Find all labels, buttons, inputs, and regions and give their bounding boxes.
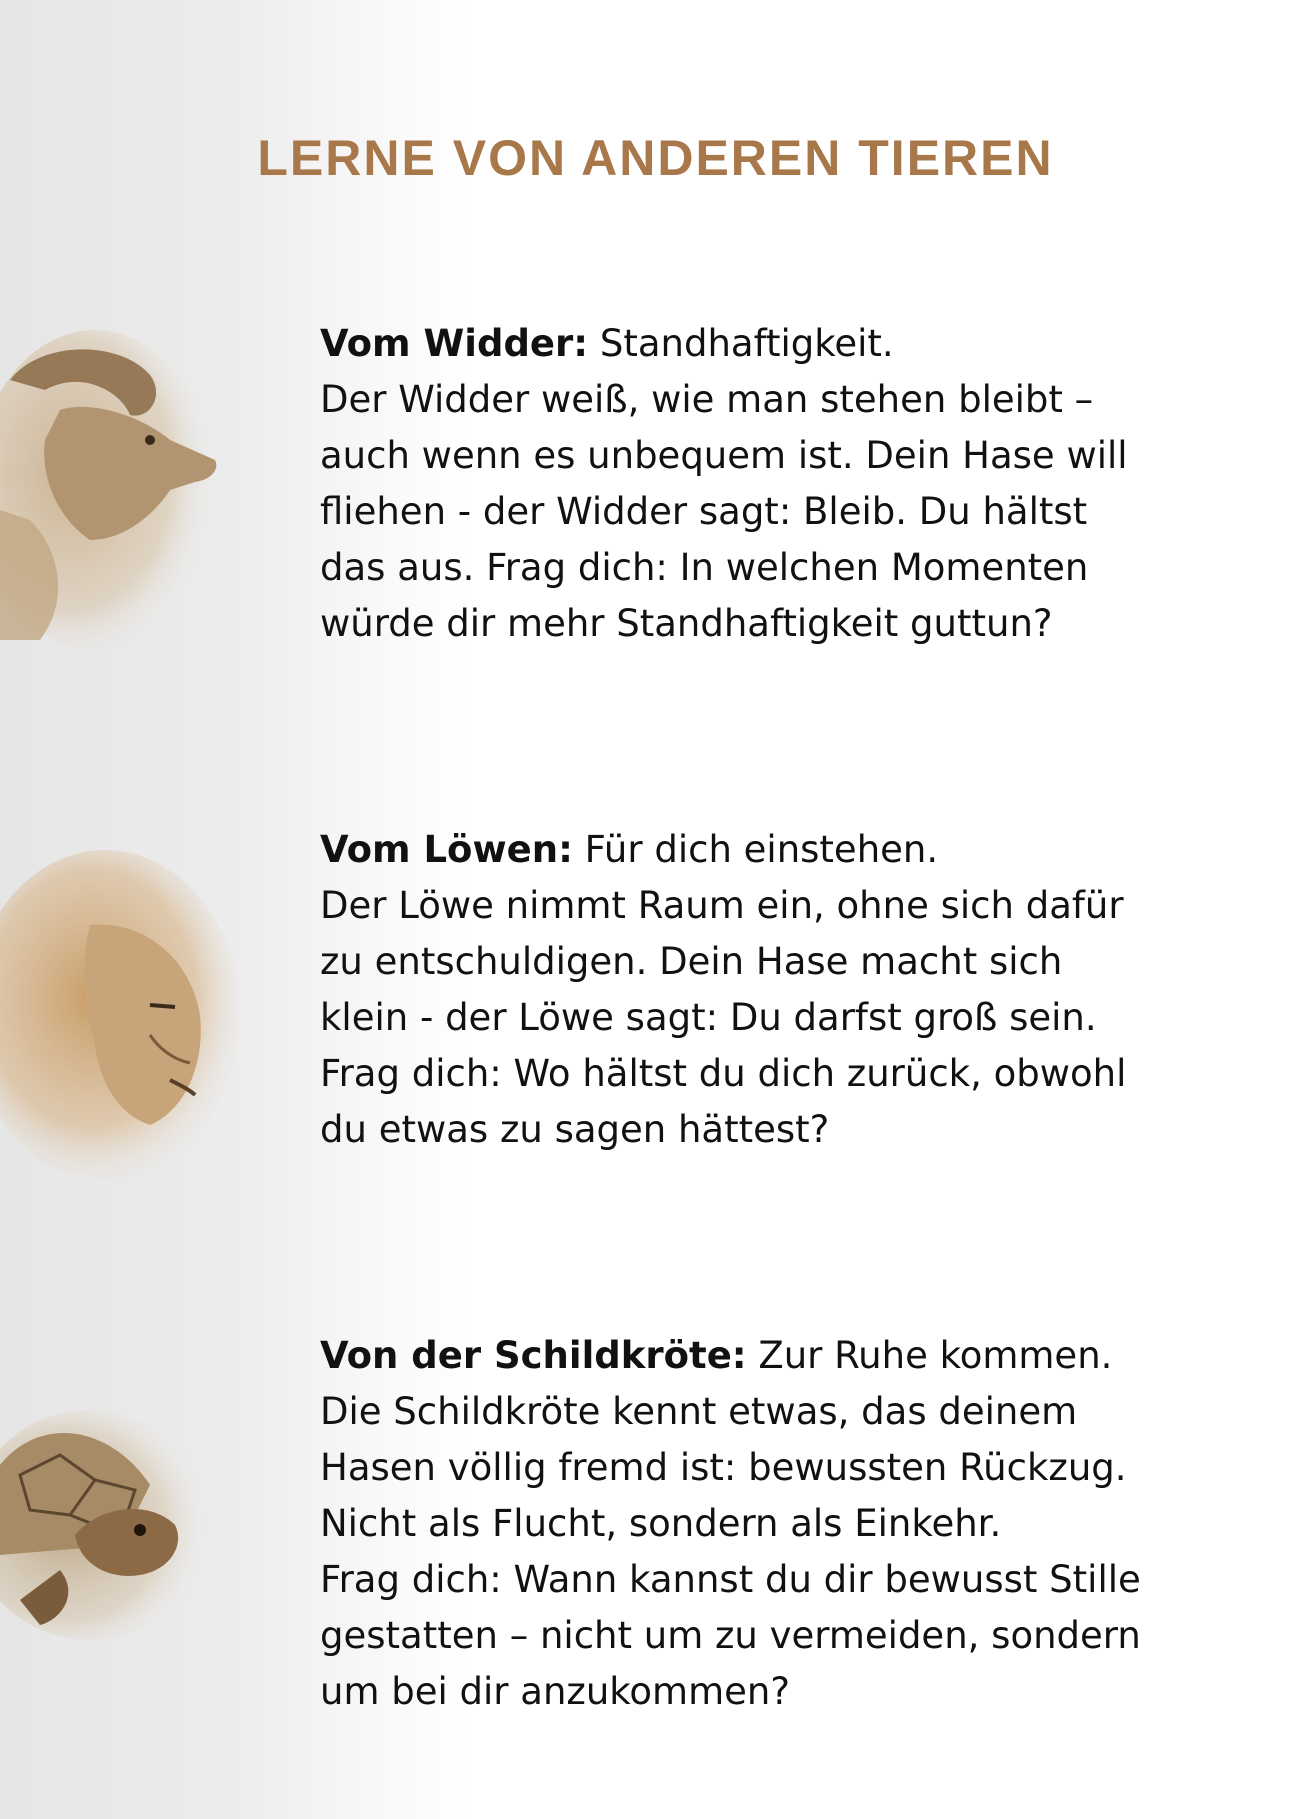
lion-icon bbox=[0, 845, 240, 1185]
section-lead: Vom Löwen: bbox=[320, 828, 573, 871]
section-topic: Standhaftigkeit. bbox=[588, 322, 894, 365]
body-line: Frag dich: Wo hältst du dich zurück, obwohl bbox=[320, 1052, 1127, 1095]
body-line: Der Widder weiß, wie man stehen bleibt – bbox=[320, 378, 1094, 421]
section-body bbox=[320, 1384, 1260, 1720]
section-heading bbox=[320, 316, 1260, 372]
body-line: fliehen - der Widder sagt: Bleib. Du hältst bbox=[320, 490, 1088, 533]
body-line: auch wenn es unbequem ist. Dein Hase will bbox=[320, 434, 1128, 477]
turtle-icon bbox=[0, 1395, 220, 1645]
body-line: um bei dir anzukommen? bbox=[320, 1670, 790, 1713]
body-line: Nicht als Flucht, sondern als Einkehr. bbox=[320, 1502, 1002, 1545]
body-line: gestatten – nicht um zu vermeiden, sondern bbox=[320, 1614, 1141, 1657]
body-line: zu entschuldigen. Dein Hase macht sich bbox=[320, 940, 1063, 983]
body-line: Der Löwe nimmt Raum ein, ohne sich dafür bbox=[320, 884, 1124, 927]
ram-icon bbox=[0, 320, 230, 650]
body-line: Hasen völlig fremd ist: bewussten Rückzug. bbox=[320, 1446, 1127, 1489]
section-topic: Zur Ruhe kommen. bbox=[746, 1334, 1113, 1377]
section-body bbox=[320, 878, 1260, 1158]
body-line: du etwas zu sagen hättest? bbox=[320, 1108, 830, 1151]
body-line: würde dir mehr Standhaftigkeit guttun? bbox=[320, 602, 1053, 645]
body-line: klein - der Löwe sagt: Du darfst groß sein. bbox=[320, 996, 1097, 1039]
body-line: Die Schildkröte kennt etwas, das deinem bbox=[320, 1390, 1078, 1433]
section-lead: Vom Widder: bbox=[320, 322, 589, 365]
section-widder bbox=[320, 316, 1260, 652]
page-title: LERNE VON ANDEREN TIEREN bbox=[257, 130, 1054, 186]
section-lead: Von der Schildkröte: bbox=[320, 1334, 747, 1377]
section-heading bbox=[320, 822, 1260, 878]
section-body bbox=[320, 372, 1260, 652]
section-schildkroete bbox=[320, 1328, 1260, 1720]
section-topic: Für dich einstehen. bbox=[572, 828, 939, 871]
section-loewe bbox=[320, 822, 1260, 1158]
section-heading bbox=[320, 1328, 1260, 1384]
body-line: Frag dich: Wann kannst du dir bewusst Stille bbox=[320, 1558, 1141, 1601]
body-line: das aus. Frag dich: In welchen Momenten bbox=[320, 546, 1089, 589]
